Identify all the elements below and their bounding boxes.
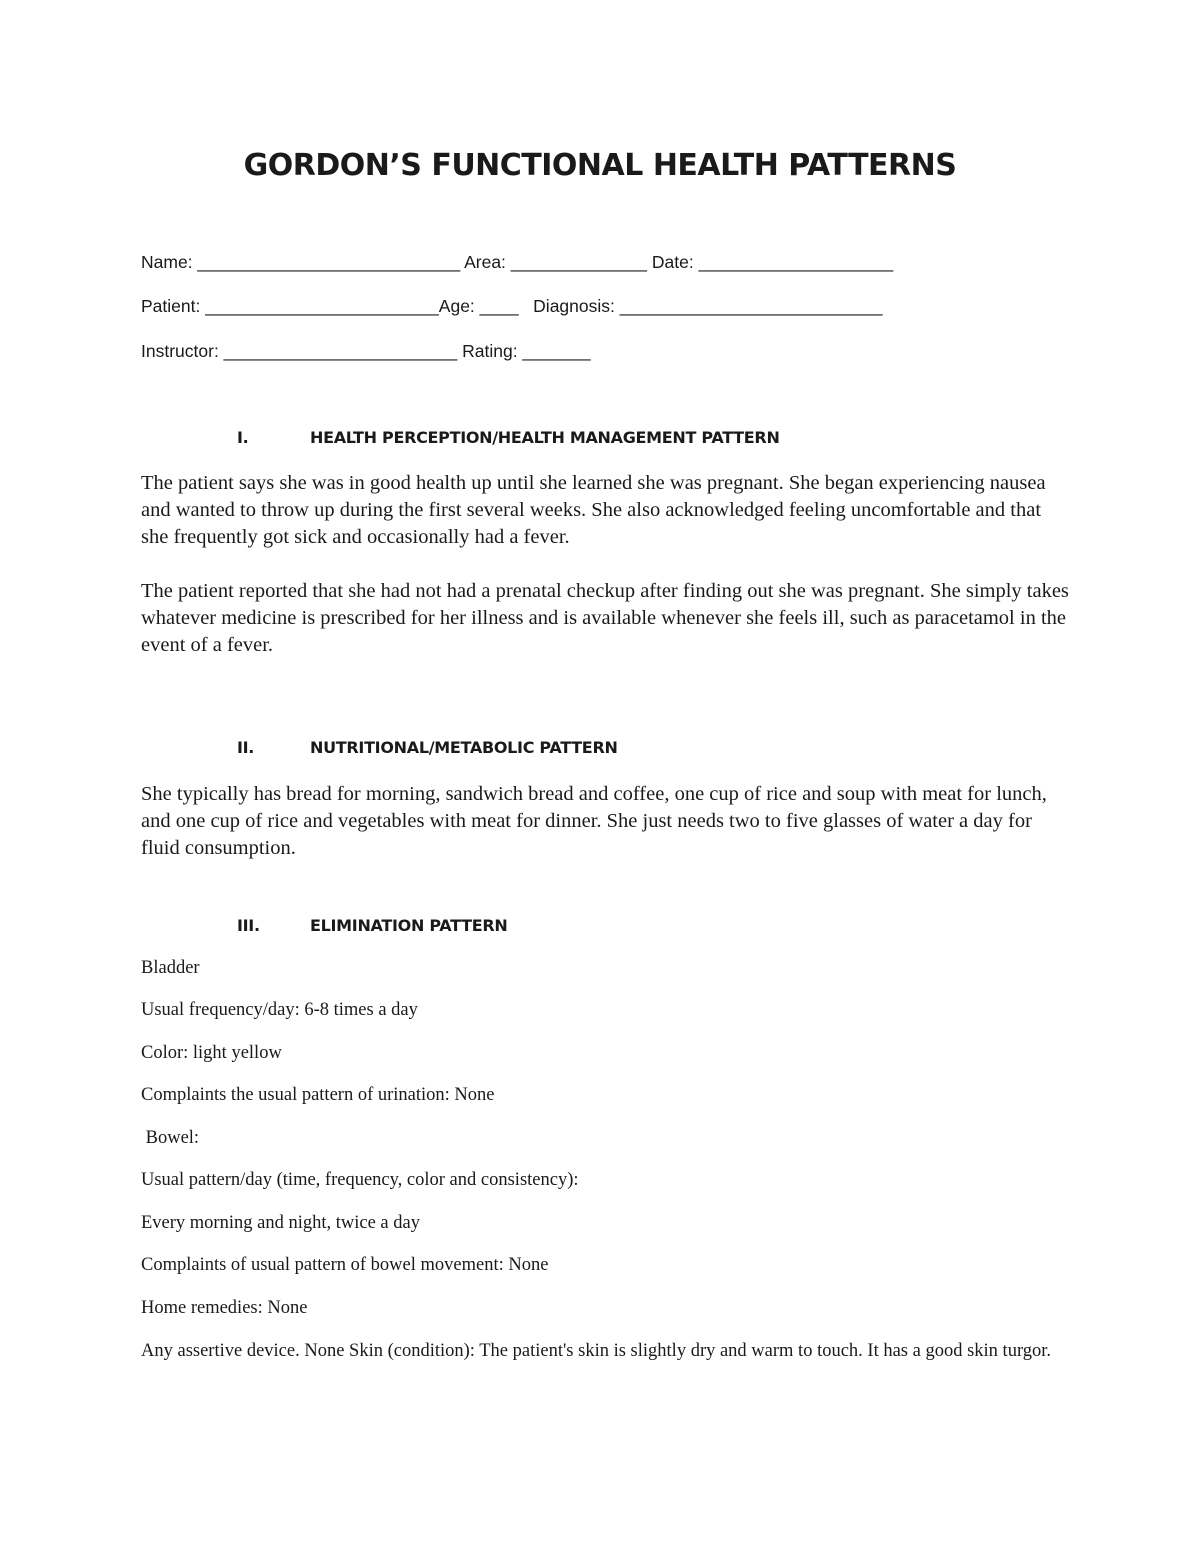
elimination-line-bladder-frequency: Usual frequency/day: 6-8 times a day — [141, 1000, 418, 1020]
section-heading-elimination — [237, 916, 507, 935]
elimination-line-home-remedies: Home remedies: None — [141, 1298, 308, 1318]
elimination-line-bladder: Bladder — [141, 958, 200, 978]
section-number: I. — [237, 428, 249, 447]
section-title: NUTRITIONAL/METABOLIC PATTERN — [310, 738, 618, 757]
section-paragraph: The patient reported that she had not had a prenatal checkup after finding out she was pregnant. She simply takes whatever medicine is prescribed for her illness and is available whenever she feels ill, such as paracetamol in the event of a fever. — [141, 580, 1069, 656]
section-number: II. — [237, 738, 255, 757]
elimination-line-bowel: Bowel: — [141, 1128, 200, 1148]
form-line-name-area-date: Name: ___________________________ Area: ______________ Date: ____________________ — [141, 252, 894, 272]
document-title: GORDON’S FUNCTIONAL HEALTH PATTERNS — [243, 148, 957, 183]
elimination-line-bowel-pattern: Usual pattern/day (time, frequency, color and consistency): — [141, 1170, 579, 1190]
section-heading-nutritional-metabolic — [237, 738, 618, 757]
section-paragraph: The patient says she was in good health up until she learned she was pregnant. She began experiencing nausea and wanted to throw up during the first several weeks. She also acknowledged feeling uncomfortable and that she frequently got sick and occasionally had a fever. — [141, 472, 1046, 548]
section-paragraph: She typically has bread for morning, sandwich bread and coffee, one cup of rice and soup with meat for lunch, and one cup of rice and vegetables with meat for dinner. She just needs two to five glasses of water a day for fluid consumption. — [141, 783, 1047, 859]
elimination-line-urination-complaints: Complaints the usual pattern of urination: None — [141, 1085, 495, 1105]
elimination-line-bowel-complaints: Complaints of usual pattern of bowel movement: None — [141, 1255, 549, 1275]
form-line-instructor-rating: Instructor: ________________________ Rating: _______ — [141, 341, 591, 361]
elimination-line-skin-condition: Any assertive device. None Skin (condition): The patient's skin is slightly dry and warm to touch. It has a good skin turgor. — [141, 1341, 1052, 1361]
form-line-patient-age-diagnosis: Patient: ________________________Age: ____ Diagnosis: ___________________________ — [141, 296, 883, 316]
elimination-line-color: Color: light yellow — [141, 1043, 282, 1063]
section-title: ELIMINATION PATTERN — [310, 916, 508, 935]
section-number: III. — [237, 916, 260, 935]
section-heading-health-perception — [237, 428, 780, 447]
elimination-line-bowel-frequency: Every morning and night, twice a day — [141, 1213, 420, 1233]
section-title: HEALTH PERCEPTION/HEALTH MANAGEMENT PATTERN — [310, 428, 780, 447]
